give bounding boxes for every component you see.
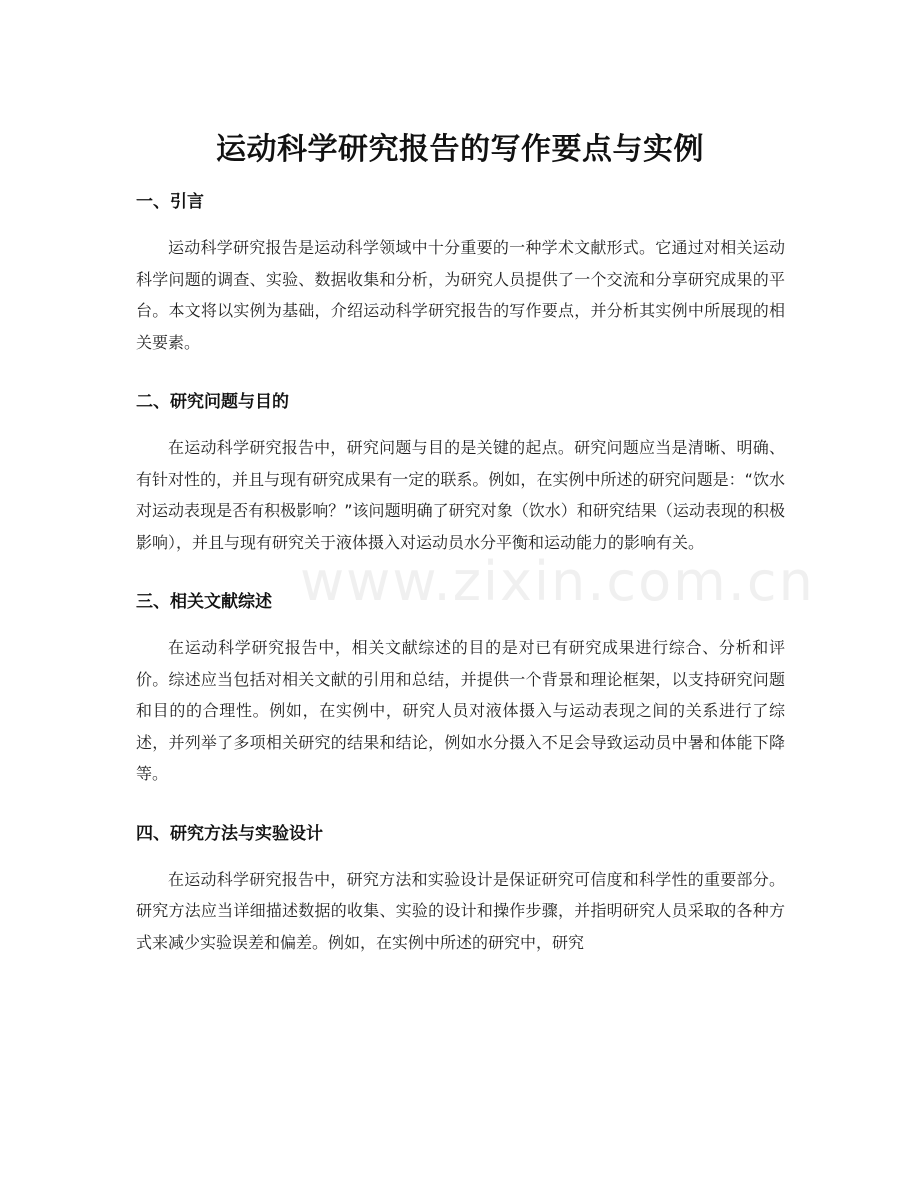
- section-paragraph: 运动科学研究报告是运动科学领域中十分重要的一种学术文献形式。它通过对相关运动科学问题的调查、实验、数据收集和分析，为研究人员提供了一个交流和分享研究成果的平台。本文将以实例为基础，介绍运动科学研究报告的写作要点，并分析其实例中所展现的相关要素。: [136, 238, 785, 352]
- section-research-question: [136, 384, 785, 558]
- document-body: [136, 184, 785, 958]
- section-heading: 四、研究方法与实验设计: [136, 823, 323, 844]
- section-heading: 三、相关文献综述: [136, 592, 272, 612]
- section-paragraph: 在运动科学研究报告中，研究方法和实验设计是保证研究可信度和科学性的重要部分。研究方法应当详细描述数据的收集、实验的设计和操作步骤，并指明研究人员采取的各种方式来减少实验误差和偏差。例如，在实例中所述的研究中，研究: [136, 869, 785, 952]
- section-heading: 二、研究问题与目的: [136, 392, 289, 412]
- section-paragraph: 在运动科学研究报告中，研究问题与目的是关键的起点。研究问题应当是清晰、明确、有针对性的，并且与现有研究成果有一定的联系。例如，在实例中所述的研究问题是：“饮水对运动表现是否有积极影响？”该问题明确了研究对象（饮水）和研究结果（运动表现的积极影响），并且与现有研究关于液体摄入对运动员水分平衡和运动能力的影响有关。: [136, 438, 785, 552]
- section-heading: 一、引言: [136, 192, 204, 212]
- section-paragraph: 在运动科学研究报告中，相关文献综述的目的是对已有研究成果进行综合、分析和评价。综述应当包括对相关文献的引用和总结，并提供一个背景和理论框架，以支持研究问题和目的的合理性。例如，在实例中，研究人员对液体摄入与运动表现之间的关系进行了综述，并列举了多项相关研究的结果和结论，例如水分摄入不足会导致运动员中暑和体能下降等。: [136, 638, 785, 783]
- section-literature-review: [136, 584, 785, 790]
- document-title: 运动科学研究报告的写作要点与实例: [216, 132, 704, 168]
- section-introduction: [136, 184, 785, 358]
- watermark: www.zixin.com.cn: [300, 550, 815, 613]
- section-methods: [136, 816, 785, 959]
